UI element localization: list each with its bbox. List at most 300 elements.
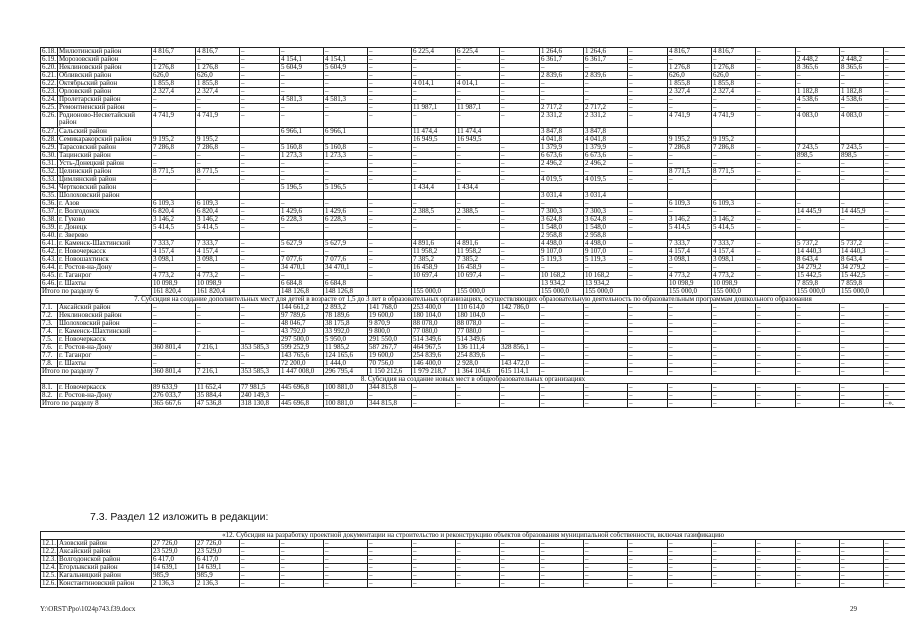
table-row bbox=[41, 176, 905, 184]
value-cell bbox=[628, 128, 668, 136]
table-row bbox=[41, 352, 905, 360]
value-cell: 6 966,1 bbox=[324, 128, 368, 136]
value-cell: – bbox=[240, 352, 280, 360]
district-name: Пролетарский район bbox=[58, 96, 152, 104]
value-cell: – bbox=[628, 48, 668, 56]
value-cell: 3 146,2 bbox=[668, 216, 712, 224]
table-row bbox=[41, 216, 905, 224]
value-cell: 1 273,3 bbox=[324, 152, 368, 160]
value-cell: – bbox=[500, 216, 540, 224]
row-number: 6.37. bbox=[42, 207, 56, 215]
row-number: 7.7. bbox=[41, 352, 58, 360]
value-cell: 10 697,4 bbox=[456, 272, 500, 280]
value-cell: 6 109,3 bbox=[152, 200, 196, 208]
district-name: г. Новошахтинск bbox=[58, 256, 152, 264]
value-cell: – bbox=[152, 104, 196, 112]
value-cell: – bbox=[712, 556, 756, 564]
value-cell: – bbox=[840, 104, 884, 112]
value-cell bbox=[884, 136, 905, 144]
value-cell: – bbox=[884, 328, 905, 336]
value-cell: 8 771,5 bbox=[712, 168, 756, 176]
row-number: 6.18. bbox=[42, 47, 56, 55]
value-cell bbox=[840, 336, 884, 344]
value-cell: 514 349,6 bbox=[456, 336, 500, 344]
row-number: 12.3. bbox=[42, 555, 56, 563]
value-cell: – bbox=[796, 80, 840, 88]
value-cell: 1 276,8 bbox=[196, 64, 240, 72]
value-cell: 100 881,0 bbox=[324, 400, 368, 408]
value-cell: – bbox=[628, 152, 668, 160]
value-cell bbox=[668, 336, 712, 344]
value-cell: 6 361,7 bbox=[540, 56, 584, 64]
value-cell bbox=[796, 336, 840, 344]
value-cell: 4 773,2 bbox=[152, 272, 196, 280]
value-cell: – bbox=[628, 328, 668, 336]
value-cell bbox=[540, 184, 584, 192]
value-cell: – bbox=[412, 224, 456, 232]
value-cell: – bbox=[796, 224, 840, 232]
row-number: 6.34. bbox=[42, 183, 56, 191]
value-cell: – bbox=[500, 176, 540, 184]
value-cell: 14 639,1 bbox=[196, 564, 240, 572]
value-cell: 360 801,4 bbox=[152, 368, 196, 376]
value-cell bbox=[324, 136, 368, 144]
value-cell: 1 855,8 bbox=[196, 80, 240, 88]
value-cell: – bbox=[500, 224, 540, 232]
row-number: 12.1. bbox=[42, 539, 56, 547]
value-cell: – bbox=[668, 304, 712, 312]
value-cell: 142 786,0 bbox=[500, 304, 540, 312]
value-cell: 155 000,0 bbox=[540, 288, 584, 296]
value-cell: 6 820,4 bbox=[152, 208, 196, 216]
value-cell: – bbox=[324, 176, 368, 184]
value-cell: 19 600,0 bbox=[368, 312, 412, 320]
value-cell: 7 286,8 bbox=[196, 144, 240, 152]
value-cell: 1 429,6 bbox=[280, 208, 324, 216]
value-cell: – bbox=[884, 176, 905, 184]
value-cell: – bbox=[500, 144, 540, 152]
value-cell: – bbox=[884, 264, 905, 272]
value-cell: 155 000,0 bbox=[796, 288, 840, 296]
value-cell: – bbox=[196, 360, 240, 368]
value-cell bbox=[712, 184, 756, 192]
value-cell: – bbox=[884, 80, 905, 88]
value-cell: 1 364 104,6 bbox=[456, 368, 500, 376]
value-cell: – bbox=[840, 352, 884, 360]
district-name: Шолоховский район bbox=[58, 320, 152, 328]
value-cell: – bbox=[756, 328, 796, 336]
footer-file-path: Y:\ORST\Ppo\1024p743.f39.docx bbox=[40, 605, 136, 613]
value-cell bbox=[840, 192, 884, 200]
value-cell: – bbox=[712, 96, 756, 104]
value-cell: 6 361,7 bbox=[584, 56, 628, 64]
value-cell: – bbox=[584, 304, 628, 312]
table-row bbox=[41, 256, 905, 264]
value-cell: – bbox=[628, 368, 668, 376]
value-cell: – bbox=[240, 48, 280, 56]
value-cell bbox=[756, 136, 796, 144]
value-cell: – bbox=[540, 88, 584, 96]
value-cell: – bbox=[756, 368, 796, 376]
value-cell: – bbox=[368, 48, 412, 56]
value-cell: – bbox=[628, 176, 668, 184]
value-cell: 2 839,6 bbox=[584, 72, 628, 80]
value-cell: 344 815,8 bbox=[368, 384, 412, 392]
value-cell: – bbox=[324, 272, 368, 280]
value-cell: – bbox=[884, 144, 905, 152]
value-cell: – bbox=[756, 248, 796, 256]
district-name: Тацинский район bbox=[58, 152, 152, 160]
value-cell: – bbox=[628, 160, 668, 168]
value-cell bbox=[796, 192, 840, 200]
value-cell: 9 107,0 bbox=[584, 248, 628, 256]
value-cell: – bbox=[540, 384, 584, 392]
value-cell: 985,9 bbox=[152, 572, 196, 580]
value-cell: 4 741,9 bbox=[152, 112, 196, 128]
value-cell: 1 150 212,6 bbox=[368, 368, 412, 376]
value-cell: – bbox=[540, 580, 584, 588]
value-cell: 180 104,0 bbox=[456, 312, 500, 320]
value-cell: – bbox=[240, 256, 280, 264]
value-cell: 7 286,8 bbox=[668, 144, 712, 152]
value-cell: 5 627,9 bbox=[280, 240, 324, 248]
value-cell: 11 652,4 bbox=[196, 384, 240, 392]
value-cell: 15 442,5 bbox=[796, 272, 840, 280]
value-cell: – bbox=[712, 368, 756, 376]
value-cell: 344 815,8 bbox=[368, 400, 412, 408]
value-cell: – bbox=[368, 548, 412, 556]
value-cell: – bbox=[712, 208, 756, 216]
value-cell: – bbox=[840, 368, 884, 376]
value-cell bbox=[368, 184, 412, 192]
row-number: 6.19. bbox=[42, 55, 56, 63]
value-cell: – bbox=[500, 152, 540, 160]
value-cell: 23 529,0 bbox=[196, 548, 240, 556]
value-cell: 11 987,1 bbox=[456, 104, 500, 112]
value-cell: – bbox=[884, 256, 905, 264]
value-cell: – bbox=[796, 540, 840, 548]
value-cell: 318 130,8 bbox=[240, 400, 280, 408]
value-cell: – bbox=[324, 540, 368, 548]
table-row bbox=[41, 344, 905, 352]
value-cell: 15 442,5 bbox=[840, 272, 884, 280]
value-cell: – bbox=[412, 96, 456, 104]
value-cell bbox=[756, 288, 796, 296]
value-cell: – bbox=[540, 96, 584, 104]
value-cell: – bbox=[756, 104, 796, 112]
value-cell: – bbox=[240, 64, 280, 72]
value-cell bbox=[840, 184, 884, 192]
table-row bbox=[41, 328, 905, 336]
value-cell: – bbox=[500, 256, 540, 264]
table-row bbox=[41, 540, 905, 548]
section-title-row: 8. Субсидия на создание новых мест в общеобразовательных организациях bbox=[41, 376, 905, 384]
total-label: Итого по разделу 7 bbox=[41, 368, 152, 376]
value-cell: – bbox=[796, 320, 840, 328]
value-cell: – bbox=[628, 548, 668, 556]
value-cell: 16 949,5 bbox=[456, 136, 500, 144]
value-cell: 3 146,2 bbox=[152, 216, 196, 224]
district-name: Октябрьский район bbox=[58, 80, 152, 88]
row-number: 6.36. bbox=[42, 199, 56, 207]
district-name: Егорлыкский район bbox=[58, 564, 152, 572]
row-number: 6.31. bbox=[42, 159, 56, 167]
value-cell: – bbox=[368, 96, 412, 104]
value-cell: – bbox=[280, 540, 324, 548]
value-cell: – bbox=[500, 240, 540, 248]
value-cell: 985,9 bbox=[196, 572, 240, 580]
value-cell: 5 737,2 bbox=[840, 240, 884, 248]
value-cell: – bbox=[796, 384, 840, 392]
value-cell: – bbox=[756, 224, 796, 232]
value-cell: 1 276,8 bbox=[668, 64, 712, 72]
value-cell: 514 349,6 bbox=[412, 336, 456, 344]
value-cell: – bbox=[840, 176, 884, 184]
value-cell bbox=[628, 136, 668, 144]
value-cell: 254 839,6 bbox=[412, 352, 456, 360]
value-cell: – bbox=[756, 400, 796, 408]
value-cell: 360 801,4 bbox=[152, 344, 196, 352]
district-name: г. Донецк bbox=[58, 224, 152, 232]
district-name: г. Ростов-на-Дону bbox=[58, 392, 152, 400]
value-cell: – bbox=[412, 176, 456, 184]
value-cell: – bbox=[884, 304, 905, 312]
value-cell: – bbox=[884, 548, 905, 556]
value-cell: 1 855,8 bbox=[152, 80, 196, 88]
value-cell: – bbox=[756, 540, 796, 548]
section-title-row: «12. Субсидия на разработку проектной документации на строительство и реконструкцию объектов образования муниципальной собственности, включая газификацию bbox=[41, 532, 905, 540]
value-cell: – bbox=[712, 548, 756, 556]
value-cell: – bbox=[324, 168, 368, 176]
value-cell: – bbox=[152, 328, 196, 336]
value-cell: – bbox=[412, 152, 456, 160]
value-cell: – bbox=[324, 556, 368, 564]
value-cell: 11 987,1 bbox=[412, 104, 456, 112]
value-cell bbox=[500, 336, 540, 344]
value-cell: 7 333,7 bbox=[668, 240, 712, 248]
value-cell: – bbox=[840, 72, 884, 80]
value-cell: 4 816,7 bbox=[152, 48, 196, 56]
table-row bbox=[41, 400, 905, 408]
table-row bbox=[41, 264, 905, 272]
value-cell: 136 111,4 bbox=[456, 344, 500, 352]
value-cell: 2 136,3 bbox=[196, 580, 240, 588]
value-cell bbox=[196, 128, 240, 136]
value-cell: – bbox=[500, 248, 540, 256]
value-cell: 7 243,5 bbox=[796, 144, 840, 152]
value-cell: – bbox=[240, 580, 280, 588]
value-cell: – bbox=[584, 368, 628, 376]
value-cell: – bbox=[668, 264, 712, 272]
value-cell: 898,5 bbox=[840, 152, 884, 160]
value-cell: 253 400,0 bbox=[412, 304, 456, 312]
value-cell: 626,0 bbox=[668, 72, 712, 80]
row-number: 6.42. bbox=[42, 247, 56, 255]
value-cell: 10 697,4 bbox=[412, 272, 456, 280]
value-cell bbox=[324, 192, 368, 200]
value-cell bbox=[668, 192, 712, 200]
district-name: Аксайский район bbox=[58, 304, 152, 312]
row-number: 6.33. bbox=[42, 175, 56, 183]
value-cell: 2 388,5 bbox=[412, 208, 456, 216]
value-cell: 155 000,0 bbox=[712, 288, 756, 296]
value-cell: – bbox=[540, 368, 584, 376]
value-cell: – bbox=[456, 384, 500, 392]
value-cell bbox=[756, 336, 796, 344]
value-cell: – bbox=[840, 328, 884, 336]
value-cell: – bbox=[840, 160, 884, 168]
value-cell: – bbox=[456, 96, 500, 104]
value-cell: – bbox=[324, 580, 368, 588]
value-cell: – bbox=[152, 160, 196, 168]
value-cell: – bbox=[884, 344, 905, 352]
value-cell: – bbox=[840, 48, 884, 56]
value-cell: – bbox=[412, 144, 456, 152]
value-cell: 5 196,5 bbox=[324, 184, 368, 192]
district-name: Цимлянский район bbox=[58, 176, 152, 184]
value-cell: – bbox=[500, 384, 540, 392]
value-cell: – bbox=[840, 360, 884, 368]
district-name: г. Новочеркасск bbox=[58, 336, 152, 344]
value-cell bbox=[500, 232, 540, 240]
value-cell: – bbox=[884, 320, 905, 328]
value-cell: – bbox=[712, 384, 756, 392]
value-cell: – bbox=[712, 176, 756, 184]
value-cell: – bbox=[368, 256, 412, 264]
value-cell: – bbox=[240, 216, 280, 224]
value-cell: – bbox=[412, 112, 456, 128]
value-cell: 35 884,4 bbox=[196, 392, 240, 400]
value-cell: 5 119,3 bbox=[584, 256, 628, 264]
value-cell: – bbox=[584, 312, 628, 320]
row-number: 6.29. bbox=[42, 143, 56, 151]
value-cell: 148 126,8 bbox=[324, 288, 368, 296]
value-cell: – bbox=[840, 384, 884, 392]
value-cell: – bbox=[584, 264, 628, 272]
value-cell: – bbox=[840, 200, 884, 208]
value-cell: – bbox=[280, 564, 324, 572]
value-cell: – bbox=[584, 352, 628, 360]
value-cell: – bbox=[756, 572, 796, 580]
value-cell: – bbox=[500, 80, 540, 88]
value-cell: 2 496,2 bbox=[540, 160, 584, 168]
value-cell: – bbox=[500, 580, 540, 588]
value-cell: – bbox=[584, 80, 628, 88]
value-cell: – bbox=[628, 352, 668, 360]
value-cell: – bbox=[668, 96, 712, 104]
value-cell: 7 243,5 bbox=[840, 144, 884, 152]
value-cell: – bbox=[668, 176, 712, 184]
value-cell: 9 195,2 bbox=[196, 136, 240, 144]
value-cell: 7 300,3 bbox=[584, 208, 628, 216]
value-cell: – bbox=[796, 580, 840, 588]
value-cell: – bbox=[540, 312, 584, 320]
value-cell: – bbox=[240, 320, 280, 328]
value-cell bbox=[324, 232, 368, 240]
value-cell: 7 859,8 bbox=[840, 280, 884, 288]
value-cell: 33 992,0 bbox=[324, 328, 368, 336]
value-cell: – bbox=[368, 112, 412, 128]
value-cell: – bbox=[840, 168, 884, 176]
value-cell: – bbox=[240, 564, 280, 572]
value-cell: 155 000,0 bbox=[412, 288, 456, 296]
table-row bbox=[41, 296, 905, 304]
value-cell: – bbox=[540, 564, 584, 572]
value-cell bbox=[500, 288, 540, 296]
value-cell: 4 083,0 bbox=[796, 112, 840, 128]
value-cell: – bbox=[628, 168, 668, 176]
value-cell: – bbox=[324, 224, 368, 232]
value-cell: – bbox=[540, 64, 584, 72]
value-cell: 4 498,0 bbox=[584, 240, 628, 248]
value-cell: – bbox=[796, 312, 840, 320]
value-cell: 161 820,4 bbox=[196, 288, 240, 296]
value-cell: 11 958,2 bbox=[412, 248, 456, 256]
value-cell: – bbox=[456, 392, 500, 400]
value-cell: – bbox=[796, 304, 840, 312]
value-cell: – bbox=[584, 88, 628, 96]
value-cell bbox=[628, 184, 668, 192]
value-cell: – bbox=[240, 264, 280, 272]
value-cell: 291 550,0 bbox=[368, 336, 412, 344]
value-cell: 3 847,8 bbox=[584, 128, 628, 136]
value-cell bbox=[884, 232, 905, 240]
table-row bbox=[41, 532, 905, 540]
value-cell: – bbox=[628, 112, 668, 128]
value-cell: – bbox=[756, 56, 796, 64]
value-cell: – bbox=[240, 96, 280, 104]
value-cell: 14 440,3 bbox=[840, 248, 884, 256]
value-cell bbox=[884, 288, 905, 296]
value-cell: – bbox=[668, 56, 712, 64]
value-cell: – bbox=[584, 96, 628, 104]
value-cell: 19 600,0 bbox=[368, 352, 412, 360]
value-cell bbox=[152, 336, 196, 344]
value-cell: – bbox=[668, 572, 712, 580]
value-cell: – bbox=[756, 112, 796, 128]
value-cell: 180 104,0 bbox=[412, 312, 456, 320]
value-cell: – bbox=[756, 556, 796, 564]
row-number: 6.41. bbox=[42, 239, 56, 247]
value-cell: – bbox=[280, 160, 324, 168]
table-row bbox=[41, 144, 905, 152]
value-cell: – bbox=[796, 72, 840, 80]
value-cell bbox=[884, 192, 905, 200]
value-cell: 445 696,8 bbox=[280, 400, 324, 408]
value-cell: 4 498,0 bbox=[540, 240, 584, 248]
value-cell: – bbox=[368, 160, 412, 168]
value-cell: 14 445,9 bbox=[796, 208, 840, 216]
value-cell: – bbox=[628, 400, 668, 408]
value-cell: 5 604,9 bbox=[280, 64, 324, 72]
value-cell: 2 958,8 bbox=[540, 232, 584, 240]
value-cell: – bbox=[280, 176, 324, 184]
table-row bbox=[41, 88, 905, 96]
value-cell: – bbox=[196, 160, 240, 168]
value-cell: – bbox=[712, 312, 756, 320]
district-name: г. Таганрог bbox=[58, 352, 152, 360]
row-number: 7.5. bbox=[41, 336, 58, 344]
table-row bbox=[41, 368, 905, 376]
value-cell: – bbox=[368, 240, 412, 248]
value-cell: – bbox=[712, 152, 756, 160]
value-cell: 2 893,2 bbox=[324, 304, 368, 312]
value-cell bbox=[796, 128, 840, 136]
value-cell: – bbox=[540, 392, 584, 400]
value-cell: – bbox=[240, 208, 280, 216]
value-cell: 6 228,3 bbox=[280, 216, 324, 224]
value-cell: – bbox=[412, 64, 456, 72]
